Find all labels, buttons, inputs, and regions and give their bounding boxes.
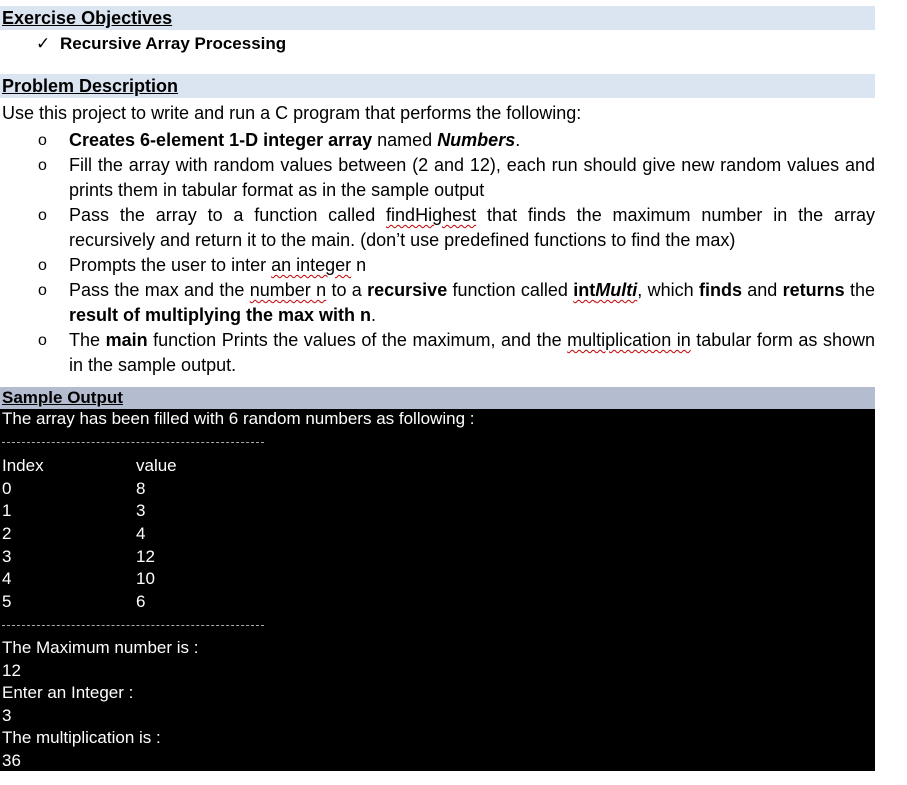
problem-intro: Use this project to write and run a C program that performs the following: [2, 103, 582, 123]
table-row-value: 3 [136, 501, 146, 520]
item-text: , which [637, 280, 699, 300]
divider [2, 442, 264, 443]
list-item [0, 153, 875, 203]
item-text: result of multiplying the max with n [69, 305, 372, 325]
item-text: Pass the max and the [69, 280, 250, 300]
item-text: multiplication in [567, 330, 691, 350]
objective-text: Recursive Array Processing [60, 34, 287, 53]
requirements-list [0, 128, 875, 378]
table-row-index: 4 [2, 569, 12, 588]
item-text: The [69, 330, 106, 350]
max-label: The Maximum number is : [2, 638, 199, 657]
mult-label: The multiplication is : [2, 728, 161, 747]
table-row-value: 6 [136, 592, 146, 611]
checkmark-icon: ✓ [36, 34, 51, 53]
bullet-icon: o [38, 132, 47, 149]
item-text: recursive [367, 280, 448, 300]
item-text: main [105, 330, 148, 350]
item-text: an integer [271, 255, 352, 275]
sample-output-heading: Sample Output [0, 387, 875, 409]
item-text: n [351, 255, 367, 275]
bullet-icon: o [38, 257, 47, 274]
item-text: Prompts the user to inter [69, 255, 272, 275]
item-text: Numbers [437, 130, 516, 150]
item-text: function called [447, 280, 574, 300]
list-item [0, 128, 875, 153]
bullet-icon: o [38, 282, 47, 299]
console-intro-line: The array has been filled with 6 random numbers as following : [2, 409, 475, 428]
list-item [0, 253, 875, 278]
max-value: 12 [2, 661, 21, 680]
divider [2, 625, 264, 626]
sample-console [0, 409, 875, 771]
bullet-icon: o [38, 207, 47, 224]
item-text: tabular form as shown in the sample output. [69, 330, 875, 375]
input-value: 3 [2, 706, 12, 725]
table-row-value: 12 [136, 547, 155, 566]
item-text: returns [782, 280, 845, 300]
item-text: number n [249, 280, 327, 300]
bullet-icon: o [38, 157, 47, 174]
item-text: named [372, 130, 438, 150]
item-text: the [844, 280, 876, 300]
objective-item [36, 34, 286, 54]
item-text: finds [698, 280, 742, 300]
list-item [0, 328, 875, 378]
list-item [0, 203, 875, 253]
item-text: Creates [69, 130, 141, 150]
column-header-index: Index [2, 456, 44, 475]
problem-description-heading: Problem Description [0, 74, 875, 98]
item-text: that finds the maximum number in the array recursively and return it to the main. (don’t use predefined functions to find the max) [69, 205, 875, 250]
item-text: . [515, 130, 521, 150]
column-header-value: value [136, 456, 177, 475]
table-row-index: 1 [2, 501, 12, 520]
table-row-index: 0 [2, 479, 12, 498]
table-row-index: 2 [2, 524, 12, 543]
item-text: to a [326, 280, 368, 300]
item-text: . [371, 305, 377, 325]
exercise-objectives-heading: Exercise Objectives [0, 6, 875, 30]
item-text: 6-element 1-D integer array [140, 130, 373, 150]
table-row-index: 3 [2, 547, 12, 566]
item-text: function Prints the values of the maximum, and the [147, 330, 568, 350]
table-row-value: 8 [136, 479, 146, 498]
item-text: and [741, 280, 783, 300]
table-row-value: 4 [136, 524, 146, 543]
item-text: Fill the array with random values between (2 and 12), each run should give new random values and prints them in tabular format as in the sample output [69, 155, 875, 200]
bullet-icon: o [38, 332, 47, 349]
table-row-index: 5 [2, 592, 12, 611]
mult-value: 36 [2, 751, 21, 770]
item-text: Pass the array to a function called [69, 205, 387, 225]
prompt-label: Enter an Integer : [2, 683, 134, 702]
table-row-value: 10 [136, 569, 155, 588]
list-item: o Pass the max and the number n to a recursive function called intMulti, which finds and returns the result of multiplying the max with n. [38, 280, 876, 325]
item-text: findHighest [386, 205, 477, 225]
